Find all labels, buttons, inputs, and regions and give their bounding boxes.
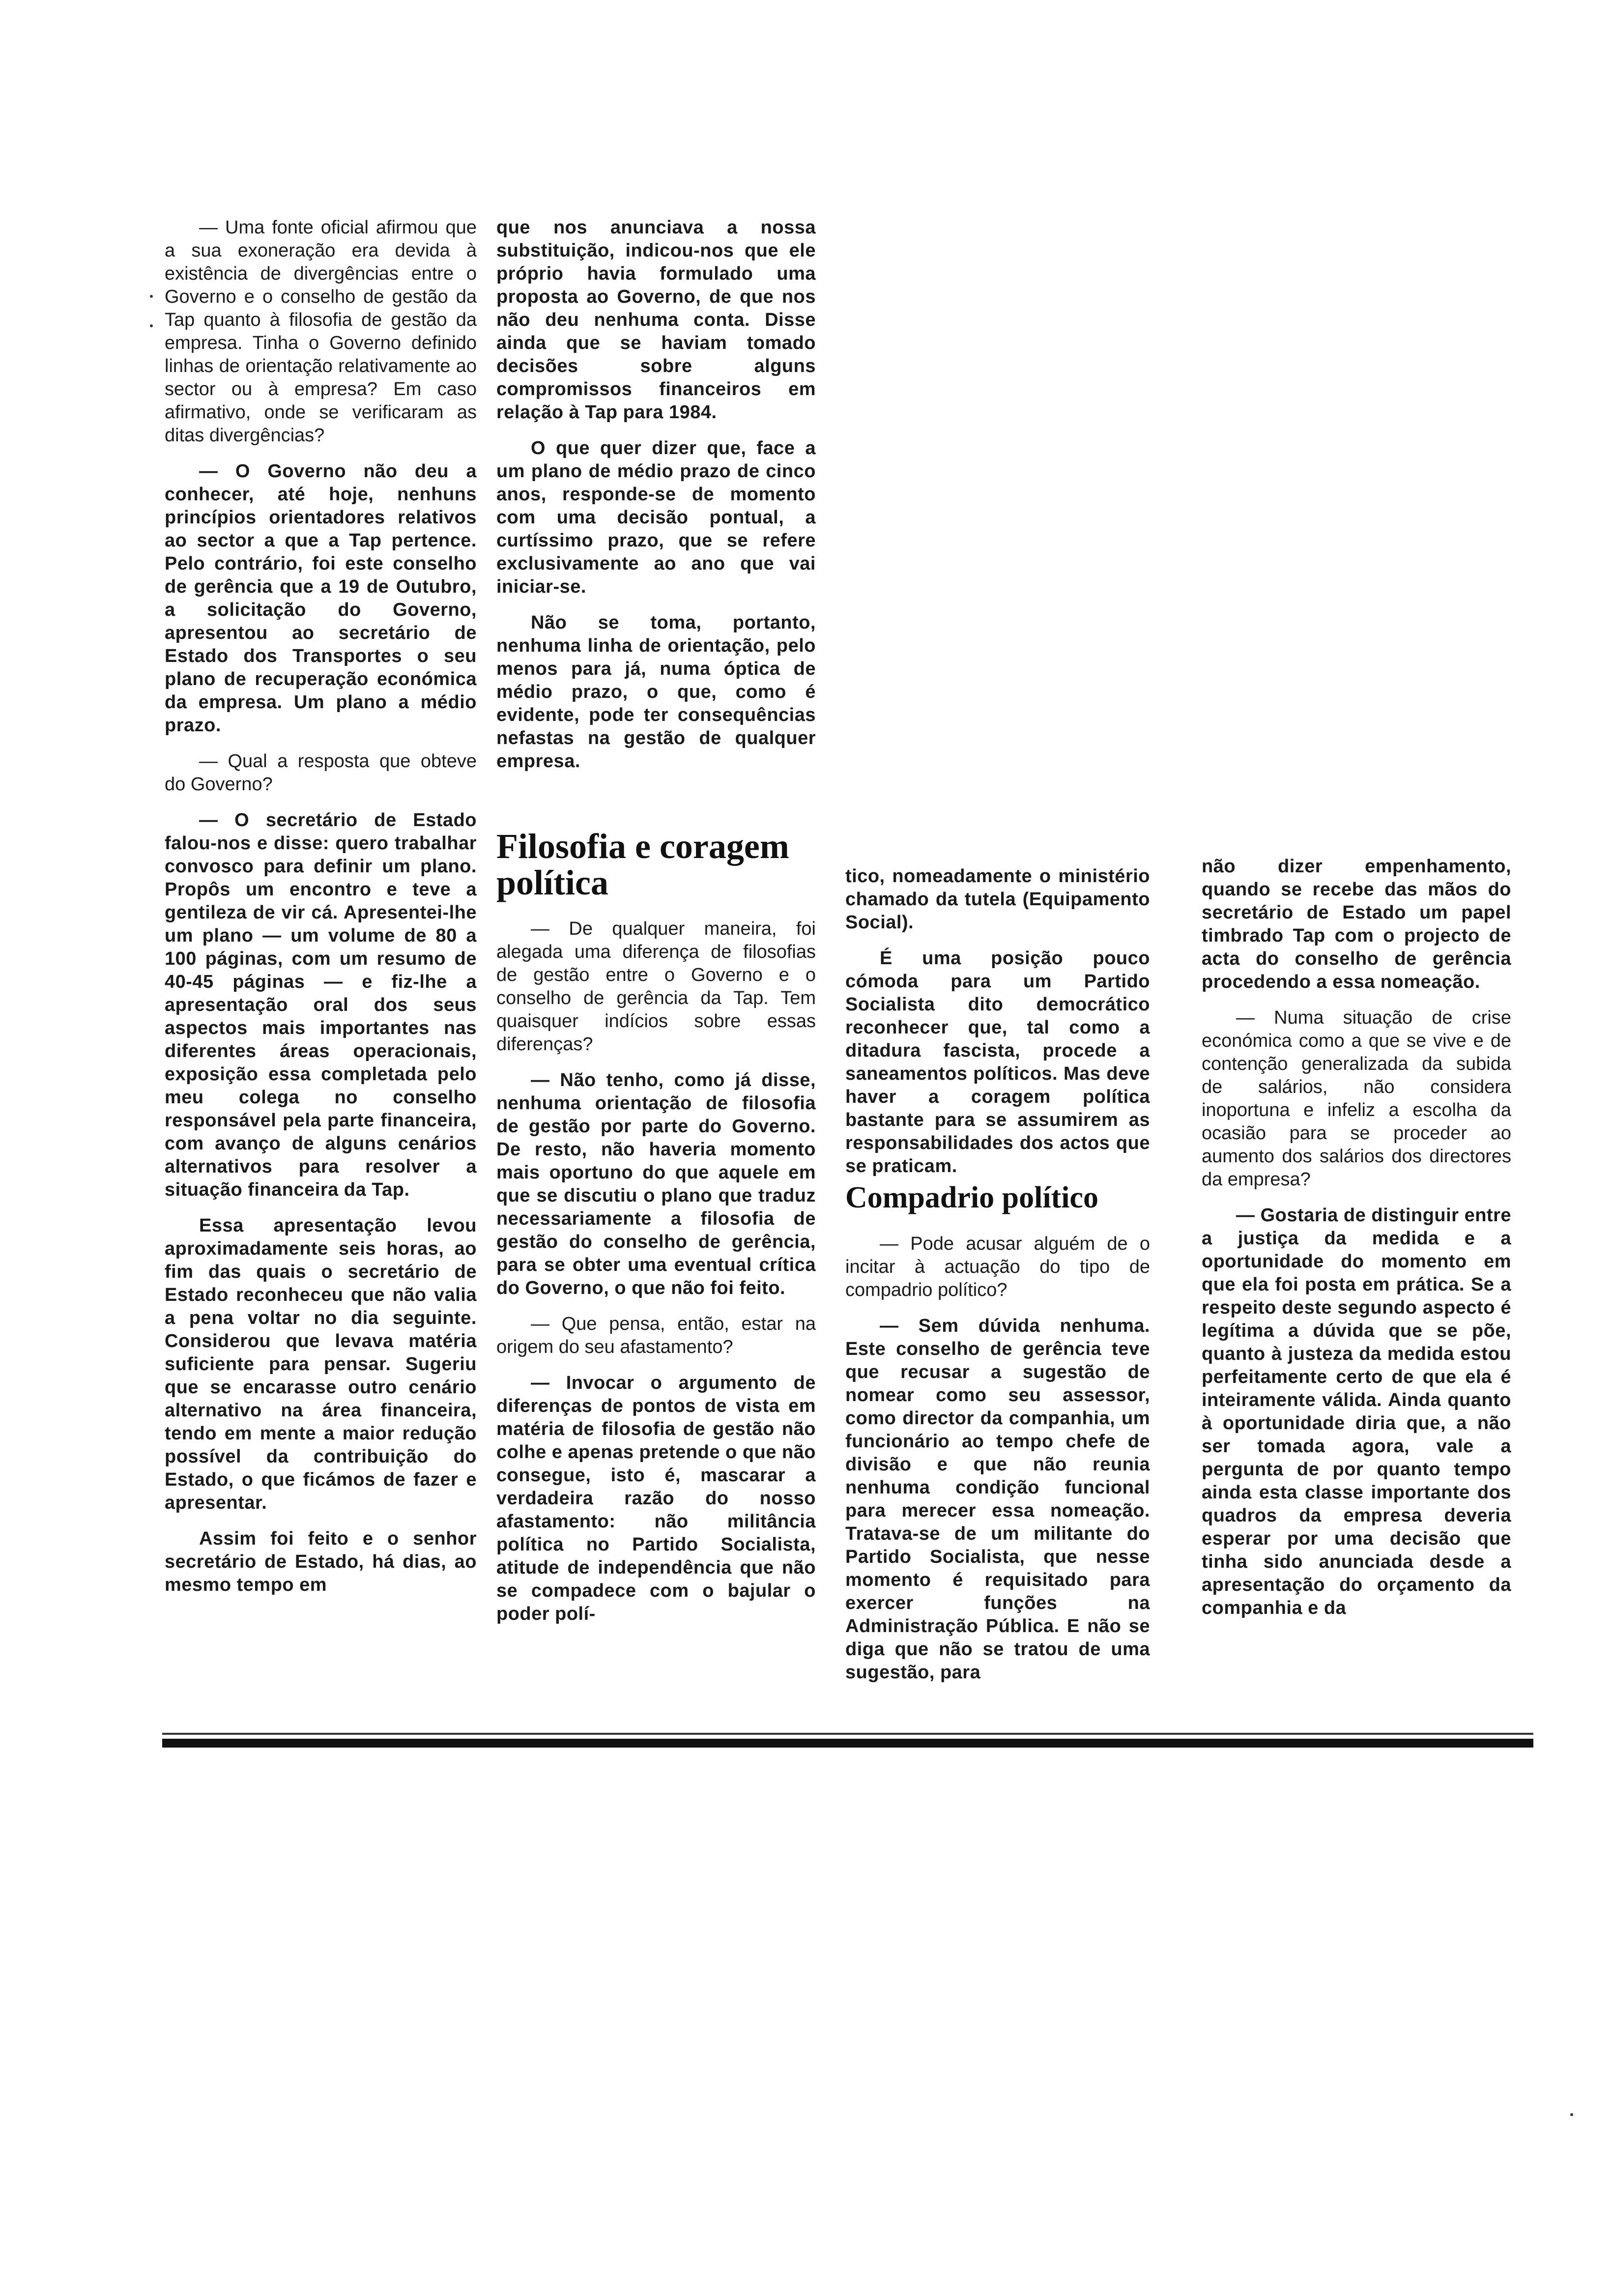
article-column-4 xyxy=(1202,855,1511,1633)
scan-speck xyxy=(150,324,153,327)
scan-speck xyxy=(150,295,153,298)
article-paragraph: — Pode acusar alguém de o incitar à actuação do tipo de compadrio político? xyxy=(845,1234,1150,1300)
article-paragraph: — De qualquer maneira, foi alegada uma diferença de filosofias de gestão entre o Governo e o conselho de gerência da Tap. Tem quaisquer indícios sobre essas diferenças? xyxy=(496,918,816,1055)
section-heading-filosofia: Filosofia e coragem política xyxy=(496,827,789,902)
article-paragraph: não dizer empenhamento, quando se recebe das mãos do secretário de Estado um papel timbrado Tap com o projecto de acta do conselho de gerência procedendo a essa nomeação. xyxy=(1202,856,1511,992)
article-paragraph: — O Governo não deu a conhecer, até hoje, nenhuns princípios orientadores relativos ao sector a que a Tap pertence. Pelo contrário, foi este conselho de gerência que a 19 de Outubro, a solicitação do Governo, apresentou ao secretário de Estado dos Transportes o seu plano de recuperação económica da empresa. Um plano a médio prazo. xyxy=(165,461,477,736)
article-column-2 xyxy=(496,216,816,786)
bottom-rule-thin xyxy=(162,1733,1533,1735)
scan-speck xyxy=(1570,2113,1573,2116)
article-paragraph: O que quer dizer que, face a um plano de médio prazo de cinco anos, responde-se de momento com uma decisão pontual, a curtíssimo prazo, que se refere exclusivamente ao ano que vai iniciar-se. xyxy=(496,438,816,597)
article-paragraph: Não se toma, portanto, nenhuma linha de orientação, pelo menos para já, numa óptica de médio prazo, o que, como é evidente, pode ter consequências nefastas na gestão de qualquer empresa. xyxy=(496,612,816,772)
article-paragraph: É uma posição pouco cómoda para um Partido Socialista dito democrático reconhecer que, tal como a ditadura fascista, procede a saneamentos políticos. Mas deve haver a coragem política bastante para se assumirem as responsabilidades dos actos que se praticam. xyxy=(845,948,1150,1177)
article-paragraph: — Que pensa, então, estar na origem do seu afastamento? xyxy=(496,1314,816,1357)
bottom-rule-thick xyxy=(162,1739,1533,1748)
article-paragraph: — Numa situação de crise económica como a que se vive e de contenção generalizada da subida de salários, não considera inoportuna e infeliz a escolha da ocasião para se proceder ao aumento dos salários dos directores da empresa? xyxy=(1202,1007,1511,1190)
article-paragraph: — Não tenho, como já disse, nenhuma orientação de filosofia de gestão por parte do Governo. De resto, não haveria momento mais oportuno do que aquele em que se discutiu o plano que traduz necessariamente a filosofia de gestão do conselho de gerência, para se obter uma eventual crítica do Governo, o que não foi feito. xyxy=(496,1070,816,1298)
article-paragraph: — Gostaria de distinguir entre a justiça da medida e a oportunidade do momento em que ela foi posta em prática. Se a respeito deste segundo aspecto é legítima a dúvida que se põe, quanto à justeza da medida estou perfeitamente certo de que ela é inteiramente válida. Ainda quanto à oportunidade diria que, a não ser tomada agora, vale a pergunta de por quanto tempo ainda esta classe importante dos quadros da empresa deveria esperar por uma decisão que tinha sido anunciada desde a apresentação do orçamento da companhia e da xyxy=(1202,1205,1511,1618)
article-paragraph: — Invocar o argumento de diferenças de pontos de vista em matéria de filosofia de gestão não colhe e apenas pretende o que não consegue, isto é, mascarar a verdadeira razão do nosso afastamento: não militância política no Partido Socialista, atitude de independência que não se compadece com o bajular o poder polí- xyxy=(496,1373,816,1624)
article-column-3-lower xyxy=(845,1179,1150,1697)
article-paragraph: Essa apresentação levou aproximadamente seis horas, ao fim das quais o secretário de Estado reconheceu que não valia a pena voltar no dia seguinte. Considerou que levava matéria suficiente para pensar. Sugeriu que se encarasse outro cenário alternativo na área financeira, tendo em mente a maior redução possível da contribuição do Estado, o que ficámos de fazer e apresentar. xyxy=(165,1215,477,1513)
article-paragraph: tico, nomeadamente o ministério chamado da tutela (Equipamento Social). xyxy=(845,866,1150,933)
article-paragraph: Assim foi feito e o senhor secretário de Estado, há dias, ao mesmo tempo em xyxy=(165,1528,477,1595)
article-column-3 xyxy=(845,865,1150,1191)
article-paragraph: — Sem dúvida nenhuma. Este conselho de gerência teve que recusar a sugestão de nomear como seu assessor, como director da companhia, um funcionário ao tempo chefe de divisão e que não reunia nenhuma condição funcional para merecer essa nomeação. Tratava-se de um militante do Partido Socialista, que nesse momento é requisitado para exercer funções na Administração Pública. E não se diga que não se tratou de uma sugestão, para xyxy=(845,1316,1150,1683)
article-paragraph: que nos anunciava a nossa substituição, indicou-nos que ele próprio havia formulado uma proposta ao Governo, de que nos não deu nenhuma conta. Disse ainda que se haviam tomado decisões sobre alguns compromissos financeiros em relação à Tap para 1984. xyxy=(496,217,816,423)
article-paragraph: — Uma fonte oficial afirmou que a sua exoneração era devida à existência de divergências entre o Governo e o conselho de gestão da Tap quanto à filosofia de gestão da empresa. Tinha o Governo definido linhas de orientação relativamente ao sector ou à empresa? Em caso afirmativo, onde se verificaram as ditas divergências? xyxy=(165,217,477,446)
article-column-1 xyxy=(165,216,477,1609)
section-heading-compadrio: Compadrio político xyxy=(845,1181,1098,1214)
article-column-2-lower xyxy=(496,828,816,1638)
article-paragraph: — O secretário de Estado falou-nos e disse: quero trabalhar convosco para definir um plano. Propôs um encontro e teve a gentileza de vir cá. Apresentei-lhe um plano — um volume de 80 a 100 páginas, com um resumo de 40-45 páginas — e fiz-lhe a apresentação oral dos seus aspectos mais importantes nas diferentes áreas operacionais, exposição essa completada pelo meu colega no conselho responsável pela parte financeira, com avanço de alguns cenários alternativos para resolver a situação financeira da Tap. xyxy=(165,810,477,1200)
article-paragraph: — Qual a resposta que obteve do Governo? xyxy=(165,751,477,795)
